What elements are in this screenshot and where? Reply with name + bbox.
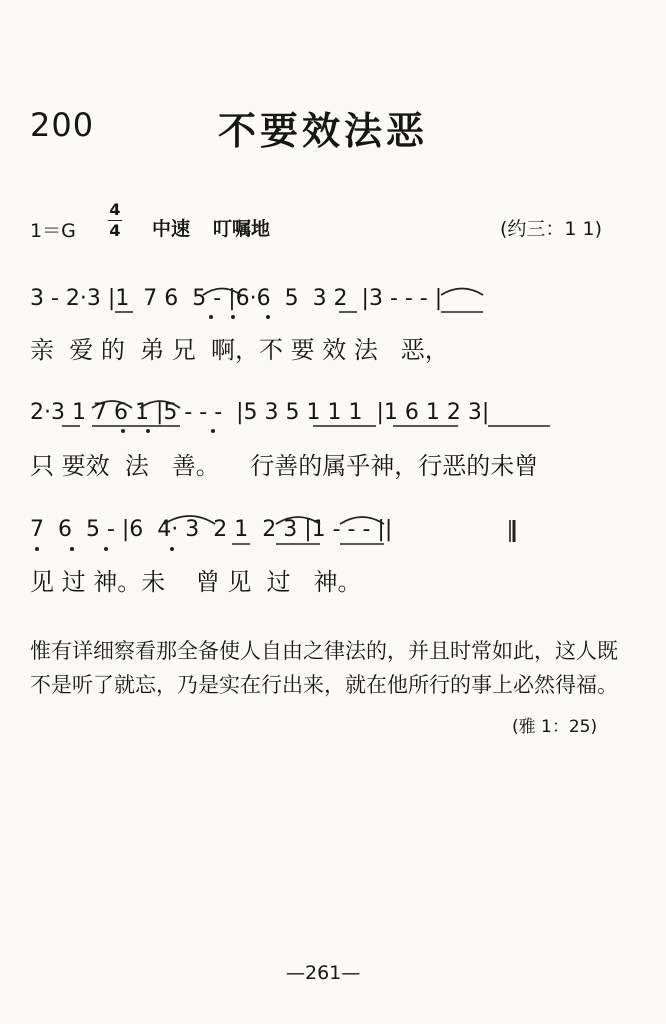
- scripture-reference: (约三：1 1): [500, 218, 603, 240]
- song-number: 200: [30, 106, 95, 144]
- song-title: 不要效法恶: [218, 109, 429, 153]
- time-signature-bottom: 4: [109, 221, 121, 240]
- notation-line-3: 7 6 5 - |6 4· 3 2 1 2 3 |1 - - - ||: [30, 517, 393, 542]
- notation-line-2: 2·3 1 7 6 1 |5 - - - |5 3 5 1 1 1 |1 6 1 2 3|: [30, 400, 490, 425]
- lyrics-line-2: 只 要效 法 善。 行善的属乎神，行恶的未曾: [30, 452, 539, 480]
- lyrics-line-1: 亲 爱 的 弟 兄 啊，不 要 效 法 恶，: [30, 336, 449, 364]
- expression-marking: 叮嘱地: [213, 218, 271, 240]
- verse-reference: (雅 1：25): [512, 717, 598, 737]
- page-number: —261—: [286, 962, 361, 984]
- notation-line-1: 3 - 2·3 |1 7 6 5 - |6·6 5 3 2 |3 - - - |: [30, 286, 443, 311]
- time-signature-top: 4: [109, 200, 121, 219]
- verse-text: 惟有详细察看那全备使人自由之律法的，并且时常如此，这人既不是听了就忘，乃是实在行出来，就在他所行的事上必然得福。: [30, 639, 618, 697]
- tempo-marking: 中速: [152, 218, 191, 240]
- time-signature: [106, 200, 124, 241]
- lyrics-line-3: 见 过 神。未 曾 见 过 神。: [30, 568, 362, 596]
- key-signature: 1＝G: [30, 220, 76, 242]
